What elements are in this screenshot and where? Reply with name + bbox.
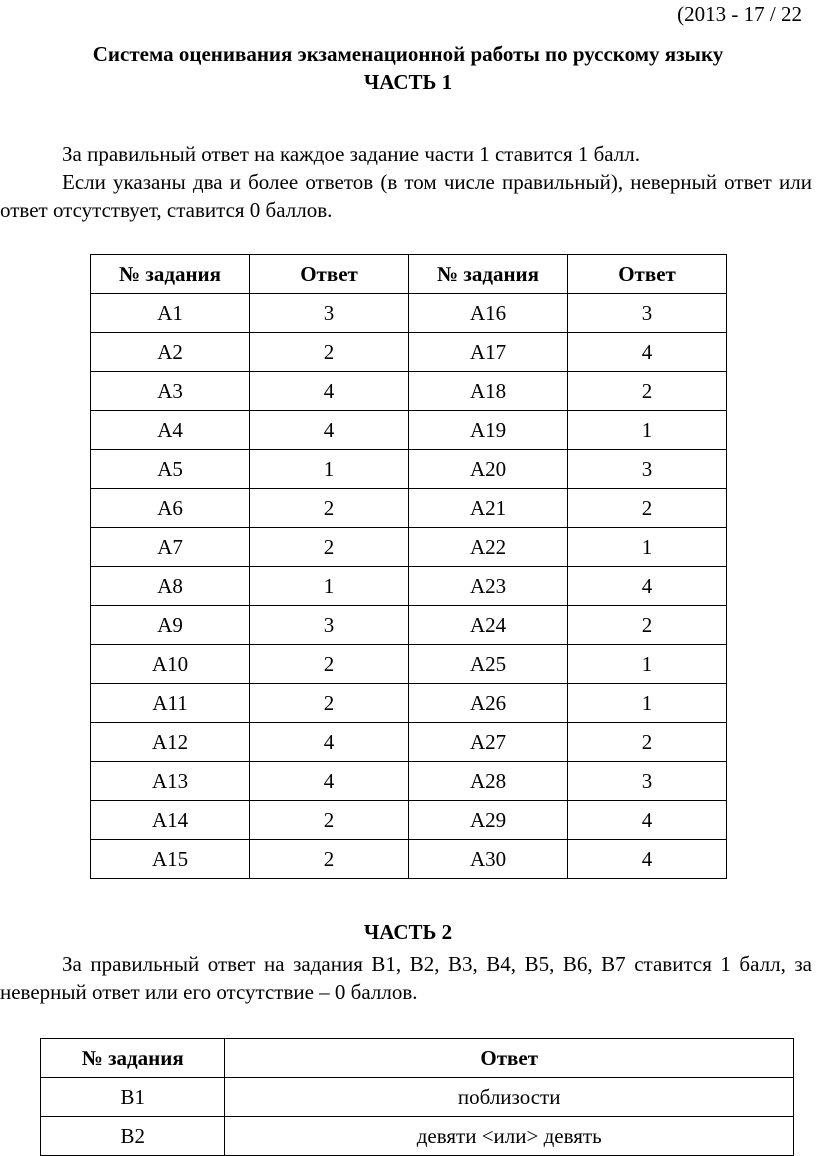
page-number: (2013 - 17 / 22 — [677, 2, 802, 26]
header-cell: № задания — [41, 1039, 225, 1078]
table-cell: А25 — [408, 645, 567, 684]
table-row — [91, 567, 727, 606]
table-row — [91, 684, 727, 723]
table-cell: А6 — [91, 489, 250, 528]
table-cell: 2 — [250, 528, 409, 567]
table-cell: 4 — [568, 333, 727, 372]
table-cell: 1 — [568, 645, 727, 684]
table-cell: А11 — [91, 684, 250, 723]
table-cell: 2 — [250, 489, 409, 528]
header-cell: Ответ — [568, 255, 727, 294]
table-cell: 2 — [568, 372, 727, 411]
table-cell: 2 — [568, 723, 727, 762]
table-cell: А4 — [91, 411, 250, 450]
table-cell: 4 — [568, 840, 727, 879]
table-cell: 2 — [250, 645, 409, 684]
table-cell: А3 — [91, 372, 250, 411]
table-cell: А14 — [91, 801, 250, 840]
table-cell: 1 — [568, 528, 727, 567]
table-cell: А15 — [91, 840, 250, 879]
table-cell: А10 — [91, 645, 250, 684]
table-row — [41, 1117, 794, 1156]
table-cell: А29 — [408, 801, 567, 840]
header-cell: № задания — [408, 255, 567, 294]
table-row — [91, 801, 727, 840]
table-cell: 1 — [250, 567, 409, 606]
table-cell: А13 — [91, 762, 250, 801]
table-cell: А23 — [408, 567, 567, 606]
table-header-row — [91, 255, 727, 294]
table-cell: 3 — [568, 450, 727, 489]
table-cell: А27 — [408, 723, 567, 762]
table-cell: А26 — [408, 684, 567, 723]
table-cell: 4 — [250, 723, 409, 762]
table-cell: 4 — [250, 411, 409, 450]
table-row — [91, 840, 727, 879]
table-row — [91, 333, 727, 372]
table-row — [91, 723, 727, 762]
table-row — [91, 528, 727, 567]
table-cell: А16 — [408, 294, 567, 333]
title-line-1: Система оценивания экзаменационной работы по русскому языку — [92, 42, 724, 66]
table-row — [91, 372, 727, 411]
header-cell: № задания — [91, 255, 250, 294]
table-cell: А5 — [91, 450, 250, 489]
table-cell: А7 — [91, 528, 250, 567]
table-cell: 2 — [250, 684, 409, 723]
table-cell: А28 — [408, 762, 567, 801]
table-cell: А21 — [408, 489, 567, 528]
table-cell: 2 — [568, 489, 727, 528]
table-cell: А19 — [408, 411, 567, 450]
table-cell: А30 — [408, 840, 567, 879]
part2-heading: ЧАСТЬ 2 — [363, 920, 453, 944]
table-row — [91, 294, 727, 333]
table-row — [41, 1078, 794, 1117]
table-cell: 4 — [250, 762, 409, 801]
table-row — [91, 411, 727, 450]
part1-paragraph-2: Если указаны два и более ответов (в том числе правильный), неверный ответ или ответ отсутствует, ставится 0 баллов. — [0, 170, 812, 222]
table-cell: 2 — [250, 801, 409, 840]
part2-answer-table — [40, 1038, 794, 1156]
table-cell: поблизости — [225, 1078, 794, 1117]
table-cell: 4 — [250, 372, 409, 411]
table-cell: А12 — [91, 723, 250, 762]
table-cell: А24 — [408, 606, 567, 645]
table-row — [91, 606, 727, 645]
table-cell: 4 — [568, 567, 727, 606]
table-cell: А8 — [91, 567, 250, 606]
table-cell: А18 — [408, 372, 567, 411]
part1-answer-table — [90, 254, 727, 879]
table-cell: В1 — [41, 1078, 225, 1117]
table-cell: 1 — [568, 684, 727, 723]
document-title — [0, 40, 816, 96]
table-cell: А22 — [408, 528, 567, 567]
table-cell: А2 — [91, 333, 250, 372]
table-cell: 3 — [568, 762, 727, 801]
table-cell: А1 — [91, 294, 250, 333]
table-cell: А17 — [408, 333, 567, 372]
table-row — [91, 489, 727, 528]
table-row — [91, 762, 727, 801]
table-cell: 3 — [250, 294, 409, 333]
table-cell: 3 — [250, 606, 409, 645]
table-cell: 2 — [568, 606, 727, 645]
table-cell: В2 — [41, 1117, 225, 1156]
header-cell: Ответ — [225, 1039, 794, 1078]
table-cell: 2 — [250, 840, 409, 879]
part1-table-body — [91, 294, 727, 879]
part2-table-body — [41, 1078, 794, 1156]
table-cell: 2 — [250, 333, 409, 372]
header-cell: Ответ — [250, 255, 409, 294]
part2-paragraph: За правильный ответ на задания В1, В2, В3, В4, В5, В6, В7 ставится 1 балл, за неверный ответ или его отсутствие – 0 баллов. — [0, 952, 812, 1004]
part1-paragraph-1: За правильный ответ на каждое задание части 1 ставится 1 балл. — [62, 142, 641, 166]
table-header-row — [41, 1039, 794, 1078]
table-cell: девяти <или> девять — [225, 1117, 794, 1156]
table-cell: А20 — [408, 450, 567, 489]
table-cell: А9 — [91, 606, 250, 645]
table-cell: 4 — [568, 801, 727, 840]
table-row — [91, 645, 727, 684]
table-cell: 1 — [250, 450, 409, 489]
table-cell: 3 — [568, 294, 727, 333]
part1-heading: ЧАСТЬ 1 — [363, 70, 453, 94]
table-row — [91, 450, 727, 489]
table-cell: 1 — [568, 411, 727, 450]
